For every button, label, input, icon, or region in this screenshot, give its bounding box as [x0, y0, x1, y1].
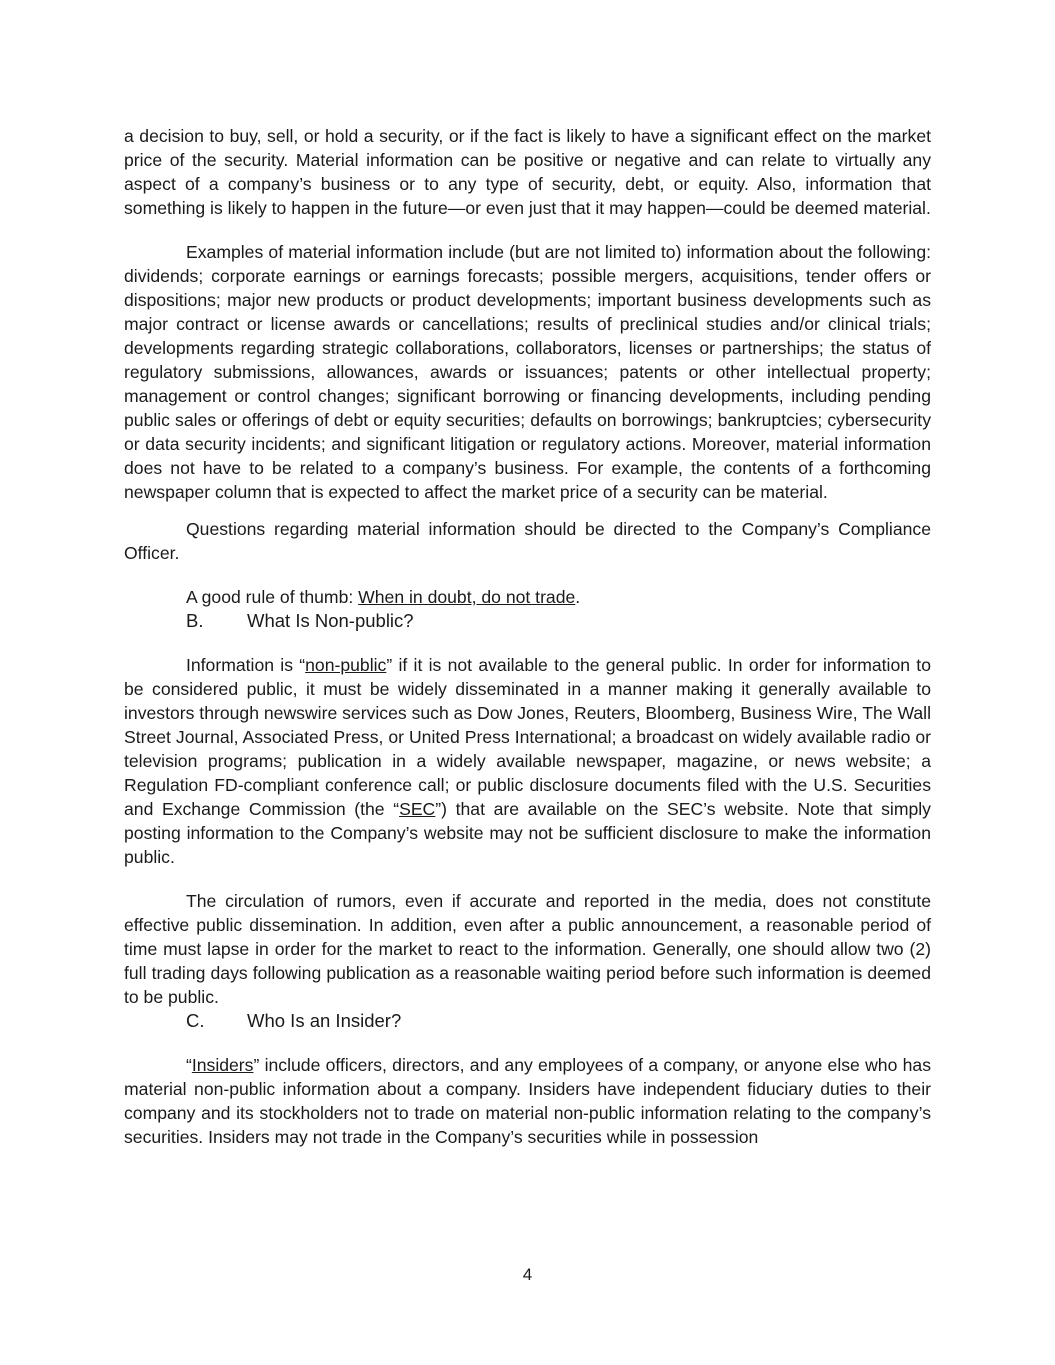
nonpublic-prefix: Information is “: [186, 655, 306, 675]
document-page: [124, 124, 931, 1149]
section-c-number: C.: [186, 1010, 205, 1031]
rule-prefix: A good rule of thumb:: [186, 587, 359, 607]
paragraph-material-examples: Examples of material information include (but are not limited to) information about the following: dividends; corporate earnings or earnings forecasts; possible mergers, acquisitions, tender offers or dispositions; major new products or product developments; important business developments such as major contract or license awards or cancellations; results of preclinical studies and/or clinical trials; developments regarding strategic collaborations, collaborators, licenses or partnerships; the status of regulatory submissions, allowances, awards or issuances; patents or other intellectual property; management or control changes; significant borrowing or financing developments, including pending public sales or offerings of debt or equity securities; defaults on borrowings; bankruptcies; cybersecurity or data security incidents; and significant litigation or regulatory actions. Moreover, material information does not have to be related to a company’s business. For example, the contents of a forthcoming newspaper column that is expected to affect the market price of a security can be material.: [124, 242, 931, 502]
rule-suffix: .: [575, 587, 581, 607]
section-heading-c: [124, 1009, 931, 1033]
section-c-title: Who Is an Insider?: [247, 1010, 402, 1031]
section-heading-b: [124, 609, 931, 633]
insiders-term: Insiders: [191, 1055, 254, 1075]
sec-term: SEC: [399, 799, 436, 819]
rule-underlined-text: When in doubt, do not trade: [358, 587, 576, 607]
page-number: 4: [522, 1265, 533, 1284]
nonpublic-term: non-public: [305, 655, 387, 675]
paragraph-compliance-questions: Questions regarding material information should be directed to the Company’s Compliance Officer.: [124, 519, 931, 563]
nonpublic-suffix: ”) that are available on the SEC’s website. Note that simply posting information to the Company’s website may not be sufficient disclosure to make the information public.: [124, 799, 931, 867]
insiders-prefix: “: [186, 1055, 192, 1075]
paragraph-insiders-definition: [124, 1053, 931, 1149]
section-b-number: B.: [186, 610, 204, 631]
nonpublic-body: ” if it is not available to the general public. In order for information to be considered public, it must be widely disseminated in a manner making it generally available to investors through newswire services such as Dow Jones, Reuters, Bloomberg, Business Wire, The Wall Street Journal, Associated Press, or United Press International; a broadcast on widely available radio or television programs; publication in a widely available newspaper, magazine, or news website; a Regulation FD-compliant conference call; or public disclosure documents filed with the U.S. Securities and Exchange Commission (the “: [124, 655, 931, 819]
paragraph-material-definition: a decision to buy, sell, or hold a security, or if the fact is likely to have a significant effect on the market price of the security. Material information can be positive or negative and can relate to virtually any aspect of a company’s business or to any type of security, debt, or equity. Also, information that something is likely to happen in the future—or even just that it may happen—could be deemed material.: [124, 126, 931, 218]
section-b-title: What Is Non-public?: [247, 610, 414, 631]
paragraph-non-public-definition: [124, 653, 931, 869]
paragraph-rule-of-thumb: [124, 585, 931, 609]
insiders-body: ” include officers, directors, and any employees of a company, or anyone else who has material non-public information about a company. Insiders have independent fiduciary duties to their company and its stockholders not to trade on material non-public information relating to the company’s securities. Insiders may not trade in the Company’s securities while in possession: [124, 1055, 931, 1147]
paragraph-rumors: The circulation of rumors, even if accurate and reported in the media, does not constitute effective public dissemination. In addition, even after a public announcement, a reasonable period of time must lapse in order for the market to react to the information. Generally, one should allow two (2) full trading days following publication as a reasonable waiting period before such information is deemed to be public.: [124, 891, 931, 1007]
